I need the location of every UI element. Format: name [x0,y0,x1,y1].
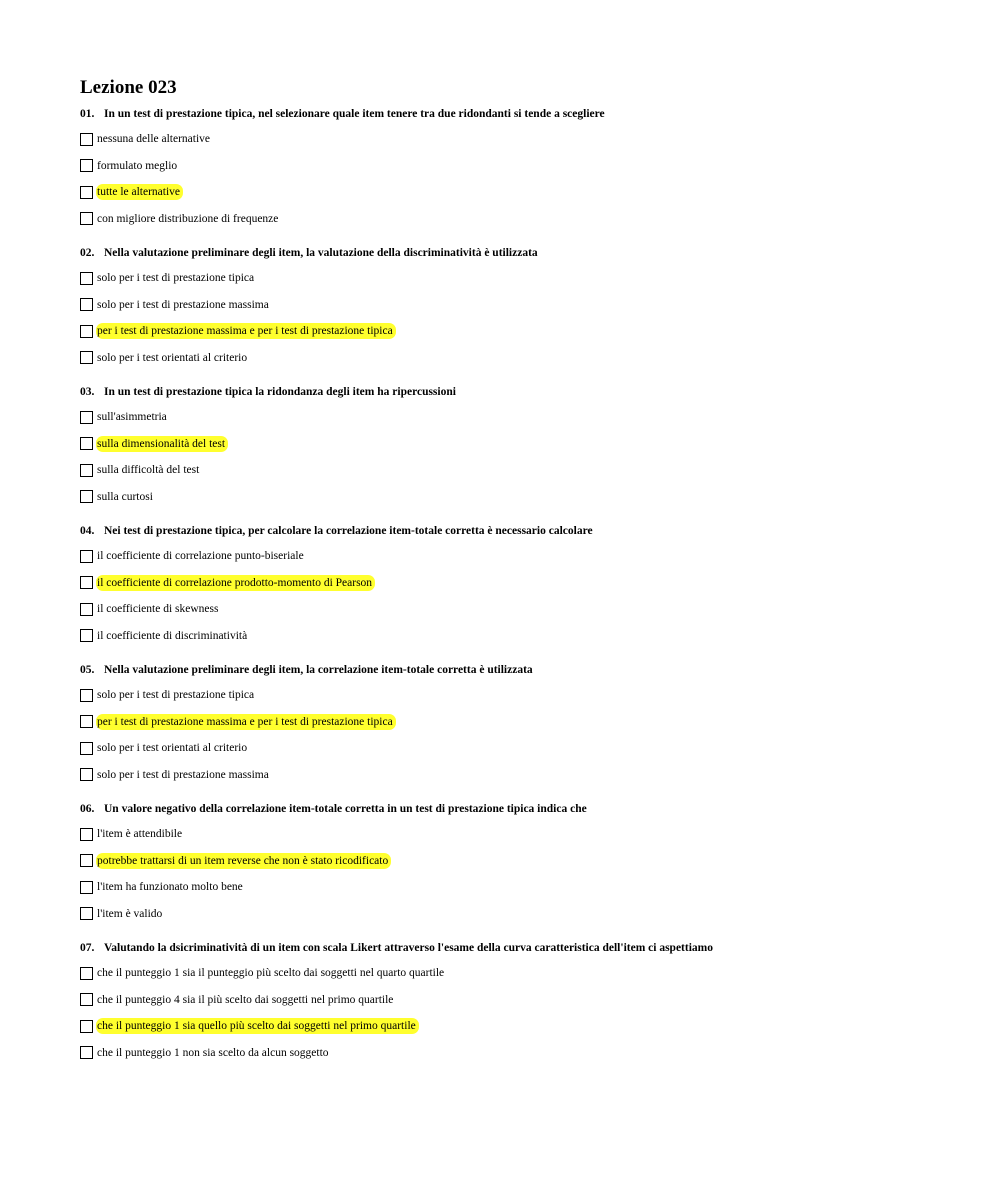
answer-label: solo per i test di prestazione tipica [97,689,255,702]
question-block [80,384,960,510]
answer-option[interactable] [80,457,960,484]
answer-option[interactable] [80,709,960,736]
answer-label-highlighted: per i test di prestazione massima e per i test di prestazione tipica [96,714,396,730]
question-number: 06. [80,803,95,815]
answer-checkbox[interactable] [80,298,93,311]
question-number: 02. [80,247,95,259]
answer-option[interactable] [80,126,960,153]
question-block [80,940,960,1066]
answer-checkbox[interactable] [80,907,93,920]
answer-label: che il punteggio 1 sia il punteggio più scelto dai soggetti nel quarto quartile [97,967,445,980]
answer-checkbox[interactable] [80,490,93,503]
question-text: Valutando la dsicriminatività di un item con scala Likert attraverso l'esame della curva caratteristica dell'item ci aspettiamo [104,942,713,954]
answer-label: solo per i test orientati al criterio [97,351,248,364]
answer-option[interactable] [80,735,960,762]
answer-option[interactable] [80,206,960,233]
answer-checkbox[interactable] [80,325,93,338]
answer-checkbox[interactable] [80,411,93,424]
question-block [80,245,960,371]
answer-option[interactable] [80,153,960,180]
answer-option[interactable] [80,345,960,372]
question-block [80,662,960,788]
answer-label: formulato meglio [97,159,178,172]
answer-label: solo per i test orientati al criterio [97,742,248,755]
answer-option[interactable] [80,848,960,875]
answer-checkbox[interactable] [80,881,93,894]
answer-option[interactable] [80,1013,960,1040]
answer-option[interactable] [80,596,960,623]
question-number: 05. [80,664,95,676]
answer-checkbox[interactable] [80,464,93,477]
answer-label: con migliore distribuzione di frequenze [97,212,279,225]
question-block [80,106,960,232]
answer-option[interactable] [80,821,960,848]
answer-label: nessuna delle alternative [97,133,211,146]
answer-option[interactable] [80,682,960,709]
answer-label: che il punteggio 1 non sia scelto da alcun soggetto [97,1046,329,1059]
answer-label: solo per i test di prestazione massima [97,298,269,311]
answer-option[interactable] [80,404,960,431]
answer-option[interactable] [80,484,960,511]
question-heading [80,940,960,956]
answer-option[interactable] [80,431,960,458]
answer-checkbox[interactable] [80,1020,93,1033]
answer-label: che il punteggio 4 sia il più scelto dai soggetti nel primo quartile [97,993,394,1006]
answer-checkbox[interactable] [80,133,93,146]
answer-label: il coefficiente di correlazione punto-biseriale [97,550,304,563]
question-heading [80,245,960,261]
answer-label-highlighted: potrebbe trattarsi di un item reverse che non è stato ricodificato [96,853,391,869]
answer-checkbox[interactable] [80,212,93,225]
question-block [80,801,960,927]
answer-checkbox[interactable] [80,768,93,781]
question-text: Nella valutazione preliminare degli item, la valutazione della discriminatività è utilizzata [104,247,538,259]
answer-checkbox[interactable] [80,854,93,867]
answer-label: sulla curtosi [97,490,153,503]
question-heading [80,523,960,539]
answer-label: l'item è attendibile [97,828,183,841]
question-text: Un valore negativo della correlazione item-totale corretta in un test di prestazione tipica indica che [104,803,587,815]
answer-checkbox[interactable] [80,603,93,616]
answer-checkbox[interactable] [80,576,93,589]
question-list [80,106,960,1066]
answer-label-highlighted: tutte le alternative [96,184,183,200]
answer-checkbox[interactable] [80,1046,93,1059]
answer-option[interactable] [80,1040,960,1067]
answer-option[interactable] [80,179,960,206]
answer-option[interactable] [80,570,960,597]
answer-option[interactable] [80,874,960,901]
answer-option[interactable] [80,543,960,570]
question-text: In un test di prestazione tipica, nel selezionare quale item tenere tra due ridondanti si tende a scegliere [104,108,605,120]
question-number: 07. [80,942,95,954]
answer-label: sull'asimmetria [97,411,167,424]
question-number: 03. [80,386,95,398]
answer-checkbox[interactable] [80,272,93,285]
answer-checkbox[interactable] [80,550,93,563]
question-heading [80,384,960,400]
answer-option[interactable] [80,762,960,789]
answer-option[interactable] [80,960,960,987]
answer-checkbox[interactable] [80,629,93,642]
question-text: Nella valutazione preliminare degli item, la correlazione item-totale corretta è utilizzata [104,664,533,676]
answer-label-highlighted: sulla dimensionalità del test [96,436,228,452]
answer-checkbox[interactable] [80,159,93,172]
answer-checkbox[interactable] [80,828,93,841]
answer-option[interactable] [80,265,960,292]
answer-checkbox[interactable] [80,351,93,364]
answer-checkbox[interactable] [80,689,93,702]
question-number: 01. [80,108,95,120]
answer-label-highlighted: che il punteggio 1 sia quello più scelto dai soggetti nel primo quartile [96,1018,419,1034]
answer-label: solo per i test di prestazione tipica [97,272,255,285]
answer-checkbox[interactable] [80,967,93,980]
question-number: 04. [80,525,95,537]
question-heading [80,662,960,678]
answer-checkbox[interactable] [80,715,93,728]
answer-label-highlighted: per i test di prestazione massima e per i test di prestazione tipica [96,323,396,339]
document-page [80,76,960,1079]
answer-label: l'item ha funzionato molto bene [97,881,243,894]
answer-checkbox[interactable] [80,993,93,1006]
answer-option[interactable] [80,623,960,650]
answer-label-highlighted: il coefficiente di correlazione prodotto-momento di Pearson [96,575,375,591]
answer-checkbox[interactable] [80,742,93,755]
question-text: Nei test di prestazione tipica, per calcolare la correlazione item-totale corretta è necessario calcolare [104,525,593,537]
answer-label: il coefficiente di discriminatività [97,629,248,642]
answer-checkbox[interactable] [80,186,93,199]
answer-option[interactable] [80,292,960,319]
question-block [80,523,960,649]
page-title: Lezione 023 [80,77,177,98]
question-text: In un test di prestazione tipica la ridondanza degli item ha ripercussioni [104,386,456,398]
answer-checkbox[interactable] [80,437,93,450]
question-heading [80,801,960,817]
answer-label: solo per i test di prestazione massima [97,768,269,781]
answer-label: sulla difficoltà del test [97,464,200,477]
answer-option[interactable] [80,318,960,345]
question-heading [80,106,960,122]
answer-option[interactable] [80,987,960,1014]
answer-label: il coefficiente di skewness [97,603,219,616]
answer-label: l'item è valido [97,907,163,920]
answer-option[interactable] [80,901,960,928]
